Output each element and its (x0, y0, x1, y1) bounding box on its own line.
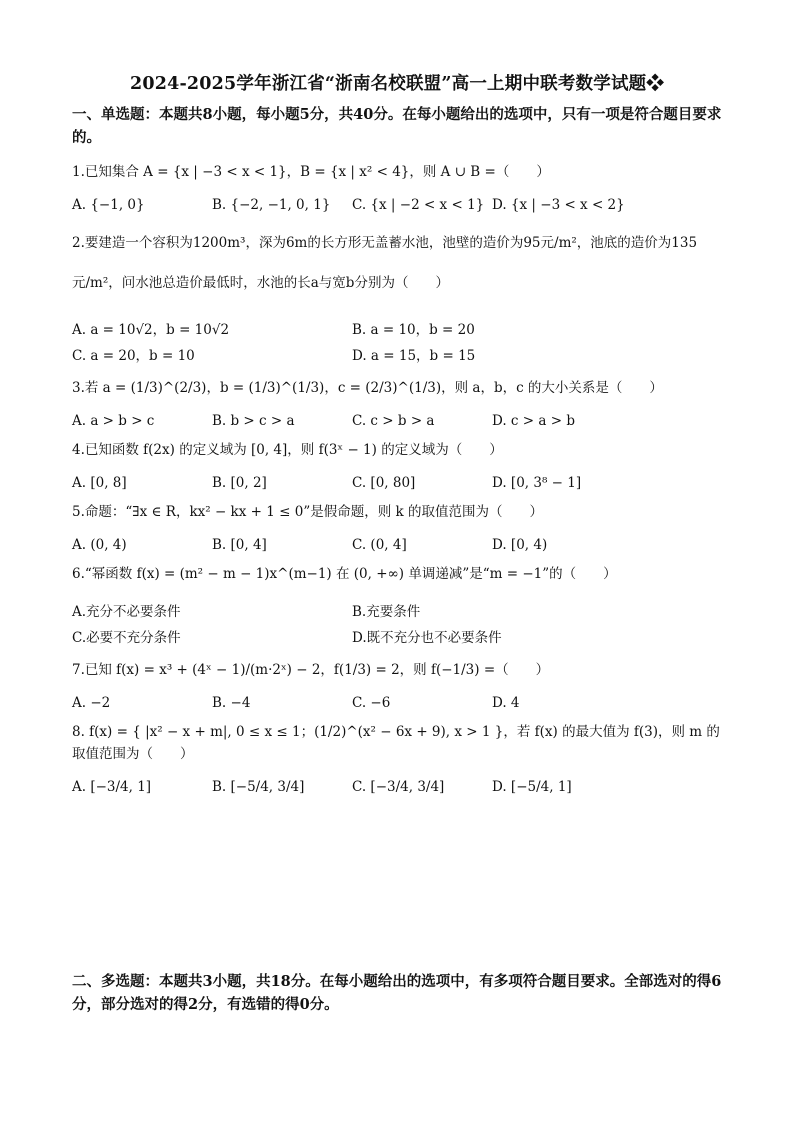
question-options (72, 779, 722, 795)
option-a: A. [−3/4, 1] (72, 779, 152, 795)
question-1 (72, 161, 722, 213)
question-stem: 6.“幂函数 f(x) = (m² − m − 1)x^(m−1) 在 (0, +∞) 单调递减”是“m = −1”的（ ） (72, 566, 617, 582)
question-options (72, 599, 722, 651)
option-b: B. −4 (212, 695, 251, 711)
question-options (72, 413, 722, 429)
question-stem: 7.已知 f(x) = x³ + (4ˣ − 1)/(m·2ˣ) − 2，f(1/3) = 2，则 f(−1/3) =（ ） (72, 662, 550, 678)
section-1-heading: 一、单选题：本题共8小题，每小题5分，共40分。在每小题给出的选项中，只有一项是符合题目要求的。 (72, 106, 722, 146)
option-b: B. {−2, −1, 0, 1} (212, 197, 331, 213)
option-a: A. (0, 4) (72, 537, 127, 553)
question-stem: 2.要建造一个容积为1200m³，深为6m的长方形无盖蓄水池，池壁的造价为95元/m²，池底的造价为135元/m²，问水池总造价最低时，水池的长a与宽b分别为（ ） (72, 235, 698, 291)
option-d: D. c > a > b (492, 413, 575, 429)
question-options (72, 317, 722, 369)
section-2-heading: 二、多选题：本题共3小题，共18分。在每小题给出的选项中，有多项符合题目要求。全部选对的得6分，部分选对的得2分，有选错的得0分。 (72, 973, 722, 1013)
option-a: A. [0, 8] (72, 475, 127, 491)
question-options (72, 475, 722, 491)
option-b: B. a = 10，b = 20 (352, 322, 475, 338)
option-c: C. −6 (352, 695, 391, 711)
option-c: C. {x | −2 < x < 1} (352, 197, 485, 213)
question-7 (72, 659, 722, 711)
question-8 (72, 721, 722, 795)
question-stem: 5.命题：“∃x ∈ R，kx² − kx + 1 ≤ 0”是假命题，则 k 的取值范围为（ ） (72, 504, 543, 520)
option-b: B. b > c > a (212, 413, 295, 429)
question-3 (72, 377, 722, 429)
option-b: B.充要条件 (352, 604, 421, 620)
option-a: A. a = 10√2，b = 10√2 (72, 322, 230, 338)
question-stem: 4.已知函数 f(2x) 的定义域为 [0, 4]，则 f(3ˣ − 1) 的定义域为（ ） (72, 442, 503, 458)
option-b: B. [−5/4, 3/4] (212, 779, 305, 795)
exam-title: 2024-2025学年浙江省“浙南名校联盟”高一上期中联考数学试题❖ (129, 74, 665, 94)
option-d: D. [0, 4) (492, 537, 548, 553)
option-a: A.充分不必要条件 (72, 604, 181, 620)
option-d: D. {x | −3 < x < 2} (492, 197, 625, 213)
question-options (72, 695, 722, 711)
option-b: B. [0, 2] (212, 475, 267, 491)
question-stem: 3.若 a = (1/3)^(2/3)，b = (1/3)^(1/3)，c = (2/3)^(1/3)，则 a，b，c 的大小关系是（ ） (72, 380, 663, 396)
option-d: D. 4 (492, 695, 520, 711)
option-c: C. a = 20，b = 10 (72, 348, 195, 364)
option-d: D. [0, 3⁸ − 1] (492, 475, 582, 491)
option-c: C. [−3/4, 3/4] (352, 779, 445, 795)
option-c: C. (0, 4] (352, 537, 407, 553)
option-a: A. {−1, 0} (72, 197, 145, 213)
option-a: A. a > b > c (72, 413, 155, 429)
section-2 (72, 966, 724, 1028)
question-options (72, 537, 722, 553)
question-6 (72, 563, 722, 651)
option-d: D. a = 15，b = 15 (352, 348, 476, 364)
exam-page (72, 70, 722, 805)
option-a: A. −2 (72, 695, 111, 711)
option-c: C. [0, 80] (352, 475, 416, 491)
option-c: C. c > b > a (352, 413, 435, 429)
question-stem: 1.已知集合 A = {x | −3 < x < 1}，B = {x | x² < 4}，则 A ∪ B =（ ） (72, 164, 550, 180)
question-5 (72, 501, 722, 553)
question-2 (72, 223, 722, 369)
question-stem: 8. f(x) = { |x² − x + m|, 0 ≤ x ≤ 1；(1/2)^(x² − 6x + 9), x > 1 }，若 f(x) 的最大值为 f(3)，则 m 的取值范围为（ ） (72, 724, 720, 762)
option-b: B. [0, 4] (212, 537, 267, 553)
option-c: C.必要不充分条件 (72, 630, 181, 646)
question-4 (72, 439, 722, 491)
question-options (72, 197, 722, 213)
option-d: D.既不充分也不必要条件 (352, 630, 502, 646)
option-d: D. [−5/4, 1] (492, 779, 572, 795)
